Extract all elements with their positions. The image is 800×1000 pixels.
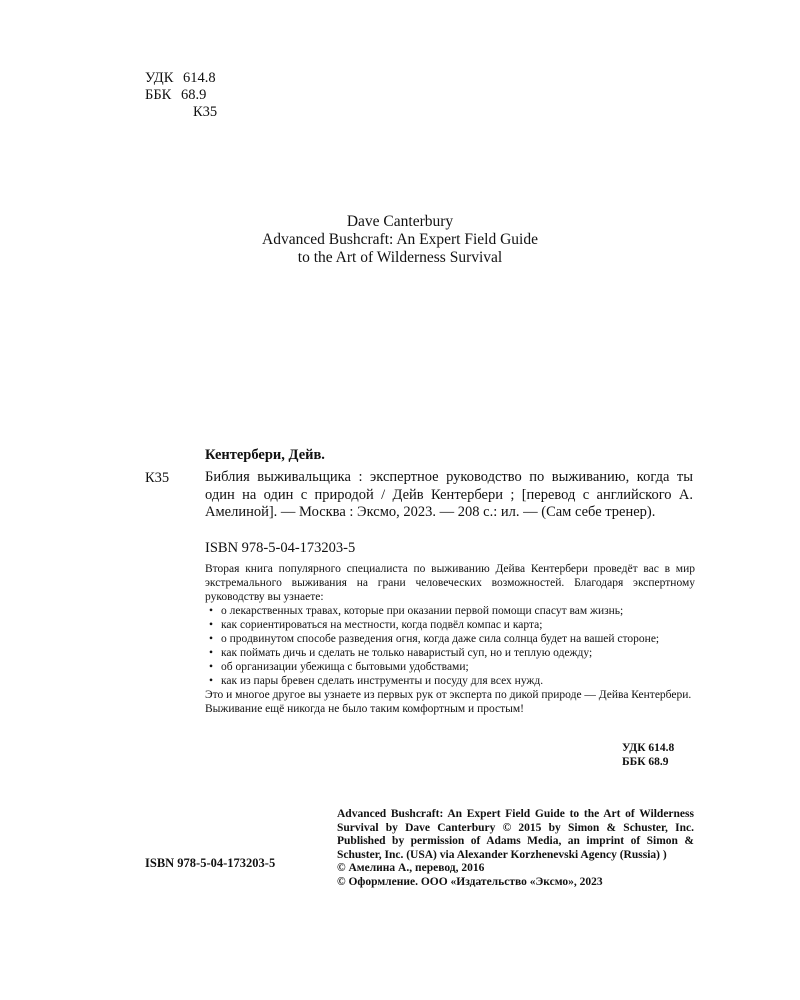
copyright-design: © Оформление. ООО «Издательство «Эксмо», 2023 (337, 875, 603, 888)
original-title-block (0, 213, 800, 267)
list-item: • как поймать дичь и сделать не только наваристый суп, но и теплую одежду; (209, 647, 593, 659)
catalog-mark: К35 (145, 470, 170, 486)
bbk-label: ББК (145, 87, 172, 103)
list-item: • об организации убежища с бытовыми удобствами; (209, 661, 469, 673)
author-mark: К35 (193, 104, 218, 120)
author-mark-line (145, 104, 217, 121)
bullet-marker: • (209, 619, 214, 631)
isbn-bottom: ISBN 978-5-04-173203-5 (145, 856, 276, 870)
bullet-marker: • (209, 647, 214, 659)
bullet-marker: • (209, 675, 214, 687)
bullet-marker: • (209, 633, 214, 645)
annotation-intro: Вторая книга популярного специалиста по выживанию Дейва Кентербери проведёт вас в мир экстремального выживания на грани человеческих возможностей. Благодаря экспертному руководству вы узнаете: (205, 563, 695, 603)
list-item: • о продвинутом способе разведения огня, когда даже сила солнца будет на вашей стороне; (209, 633, 660, 645)
bbk-value: 68.9 (180, 87, 207, 103)
classification-block (145, 70, 217, 121)
bullet-marker: • (209, 661, 214, 673)
original-author: Dave Canterbury (346, 213, 454, 230)
catalog-description: Библия выживальщика : экспертное руководство по выживанию, когда ты один на один с природой / Дейв Кентербери ; [перевод с английского А. Амелиной]. — Москва : Эксмо, 2023. — 208 с.: ил. — (Сам себе тренер). (205, 469, 693, 520)
annotation (205, 562, 695, 716)
udk-small: УДК 614.8 (622, 742, 675, 754)
copyright-translation: © Амелина А., перевод, 2016 (337, 862, 485, 874)
annotation-closing2: Выживание ещё никогда не было таким комфортным и простым! (205, 703, 524, 715)
bbk-line (145, 87, 217, 104)
annotation-list (205, 604, 695, 688)
bbk-small: ББК 68.9 (622, 755, 669, 768)
copyright-text: Advanced Bushcraft: An Expert Field Guide to the Art of Wilderness Survival by Dave Canterbury © 2015 by Simon & Schuster, Inc. Published by permission of Adams Media, an imprint of Simon & Schuster, Inc. (USA) via Alexander Korzhenevski Agency (Russia) ) (337, 808, 694, 861)
copyright-block (337, 808, 694, 889)
list-item: • как из пары бревен сделать инструменты и посуду для всех нужд. (209, 675, 544, 687)
catalog-author: Кентербери, Дейв. (205, 447, 325, 463)
original-title-line2: to the Art of Wilderness Survival (297, 249, 503, 266)
udk-line (145, 70, 217, 87)
list-item: • о лекарственных травах, которые при оказании первой помощи спасут вам жизнь; (209, 605, 624, 617)
udk-label: УДК (145, 70, 174, 86)
list-item: • как сориентироваться на местности, когда подвёл компас и карта; (209, 619, 543, 631)
udk-value: 614.8 (183, 70, 216, 86)
annotation-closing1: Это и многое другое вы узнаете из первых рук от эксперта по дикой природе — Дейва Кентербери. (205, 689, 692, 701)
original-title-line1: Advanced Bushcraft: An Expert Field Guide (262, 231, 538, 248)
classification-small (622, 742, 694, 769)
catalog-isbn: ISBN 978-5-04-173203-5 (205, 540, 356, 556)
bullet-marker: • (209, 605, 214, 617)
